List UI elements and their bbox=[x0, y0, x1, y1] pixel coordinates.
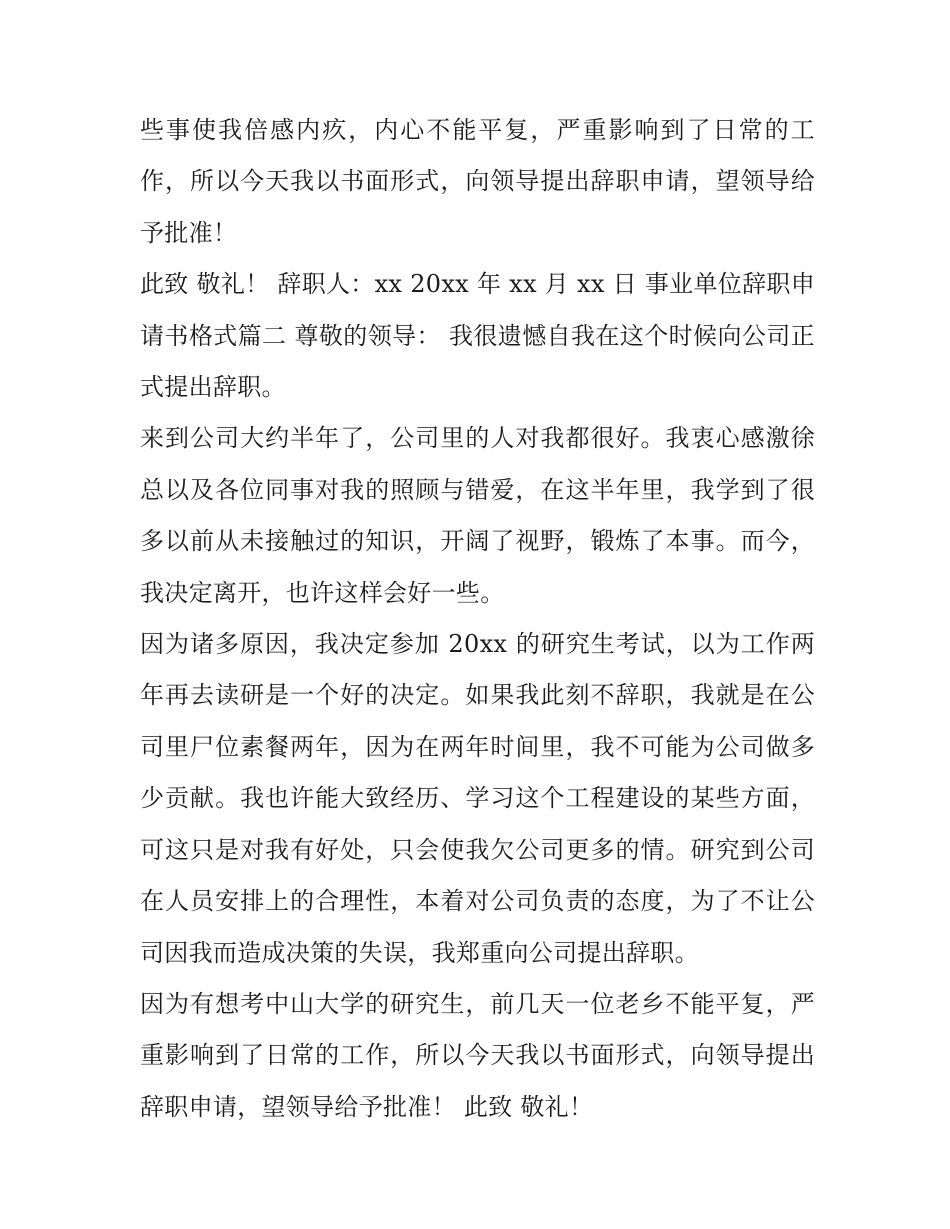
document-body bbox=[140, 105, 815, 1133]
paragraph-1: 些事使我倍感内疚，内心不能平复，严重影响到了日常的工作，所以今天我以书面形式，向领导提出辞职申请，望领导给予批准！ bbox=[140, 116, 815, 247]
paragraph-3: 来到公司大约半年了，公司里的人对我都很好。我衷心感激徐总以及各位同事对我的照顾与错爱，在这半年里，我学到了很多以前从未接触过的知识，开阔了视野，锻炼了本事。而今，我决定离开，也许这样会好一些。 bbox=[140, 424, 815, 607]
paragraph-4: 因为诸多原因，我决定参加 20xx 的研究生考试，以为工作两年再去读研是一个好的决定。如果我此刻不辞职，我就是在公司里尸位素餐两年，因为在两年时间里，我不可能为公司做多少贡献。我也许能大致经历、学习这个工程建设的某些方面，可这只是对我有好处，只会使我欠公司更多的情。研究到公司在人员安排上的合理性，本着对公司负责的态度，为了不让公司因我而造成决策的失误，我郑重向公司提出辞职。 bbox=[140, 630, 815, 967]
paragraph-2: 此致 敬礼！ 辞职人：xx 20xx 年 xx 月 xx 日 事业单位辞职申请书格式篇二 尊敬的领导： 我很遗憾自我在这个时候向公司正式提出辞职。 bbox=[140, 270, 815, 402]
paragraph-5: 因为有想考中山大学的研究生，前几天一位老乡不能平复，严重影响到了日常的工作，所以今天我以书面形式，向领导提出辞职申请，望领导给予批准！ 此致 敬礼！ bbox=[140, 989, 815, 1121]
